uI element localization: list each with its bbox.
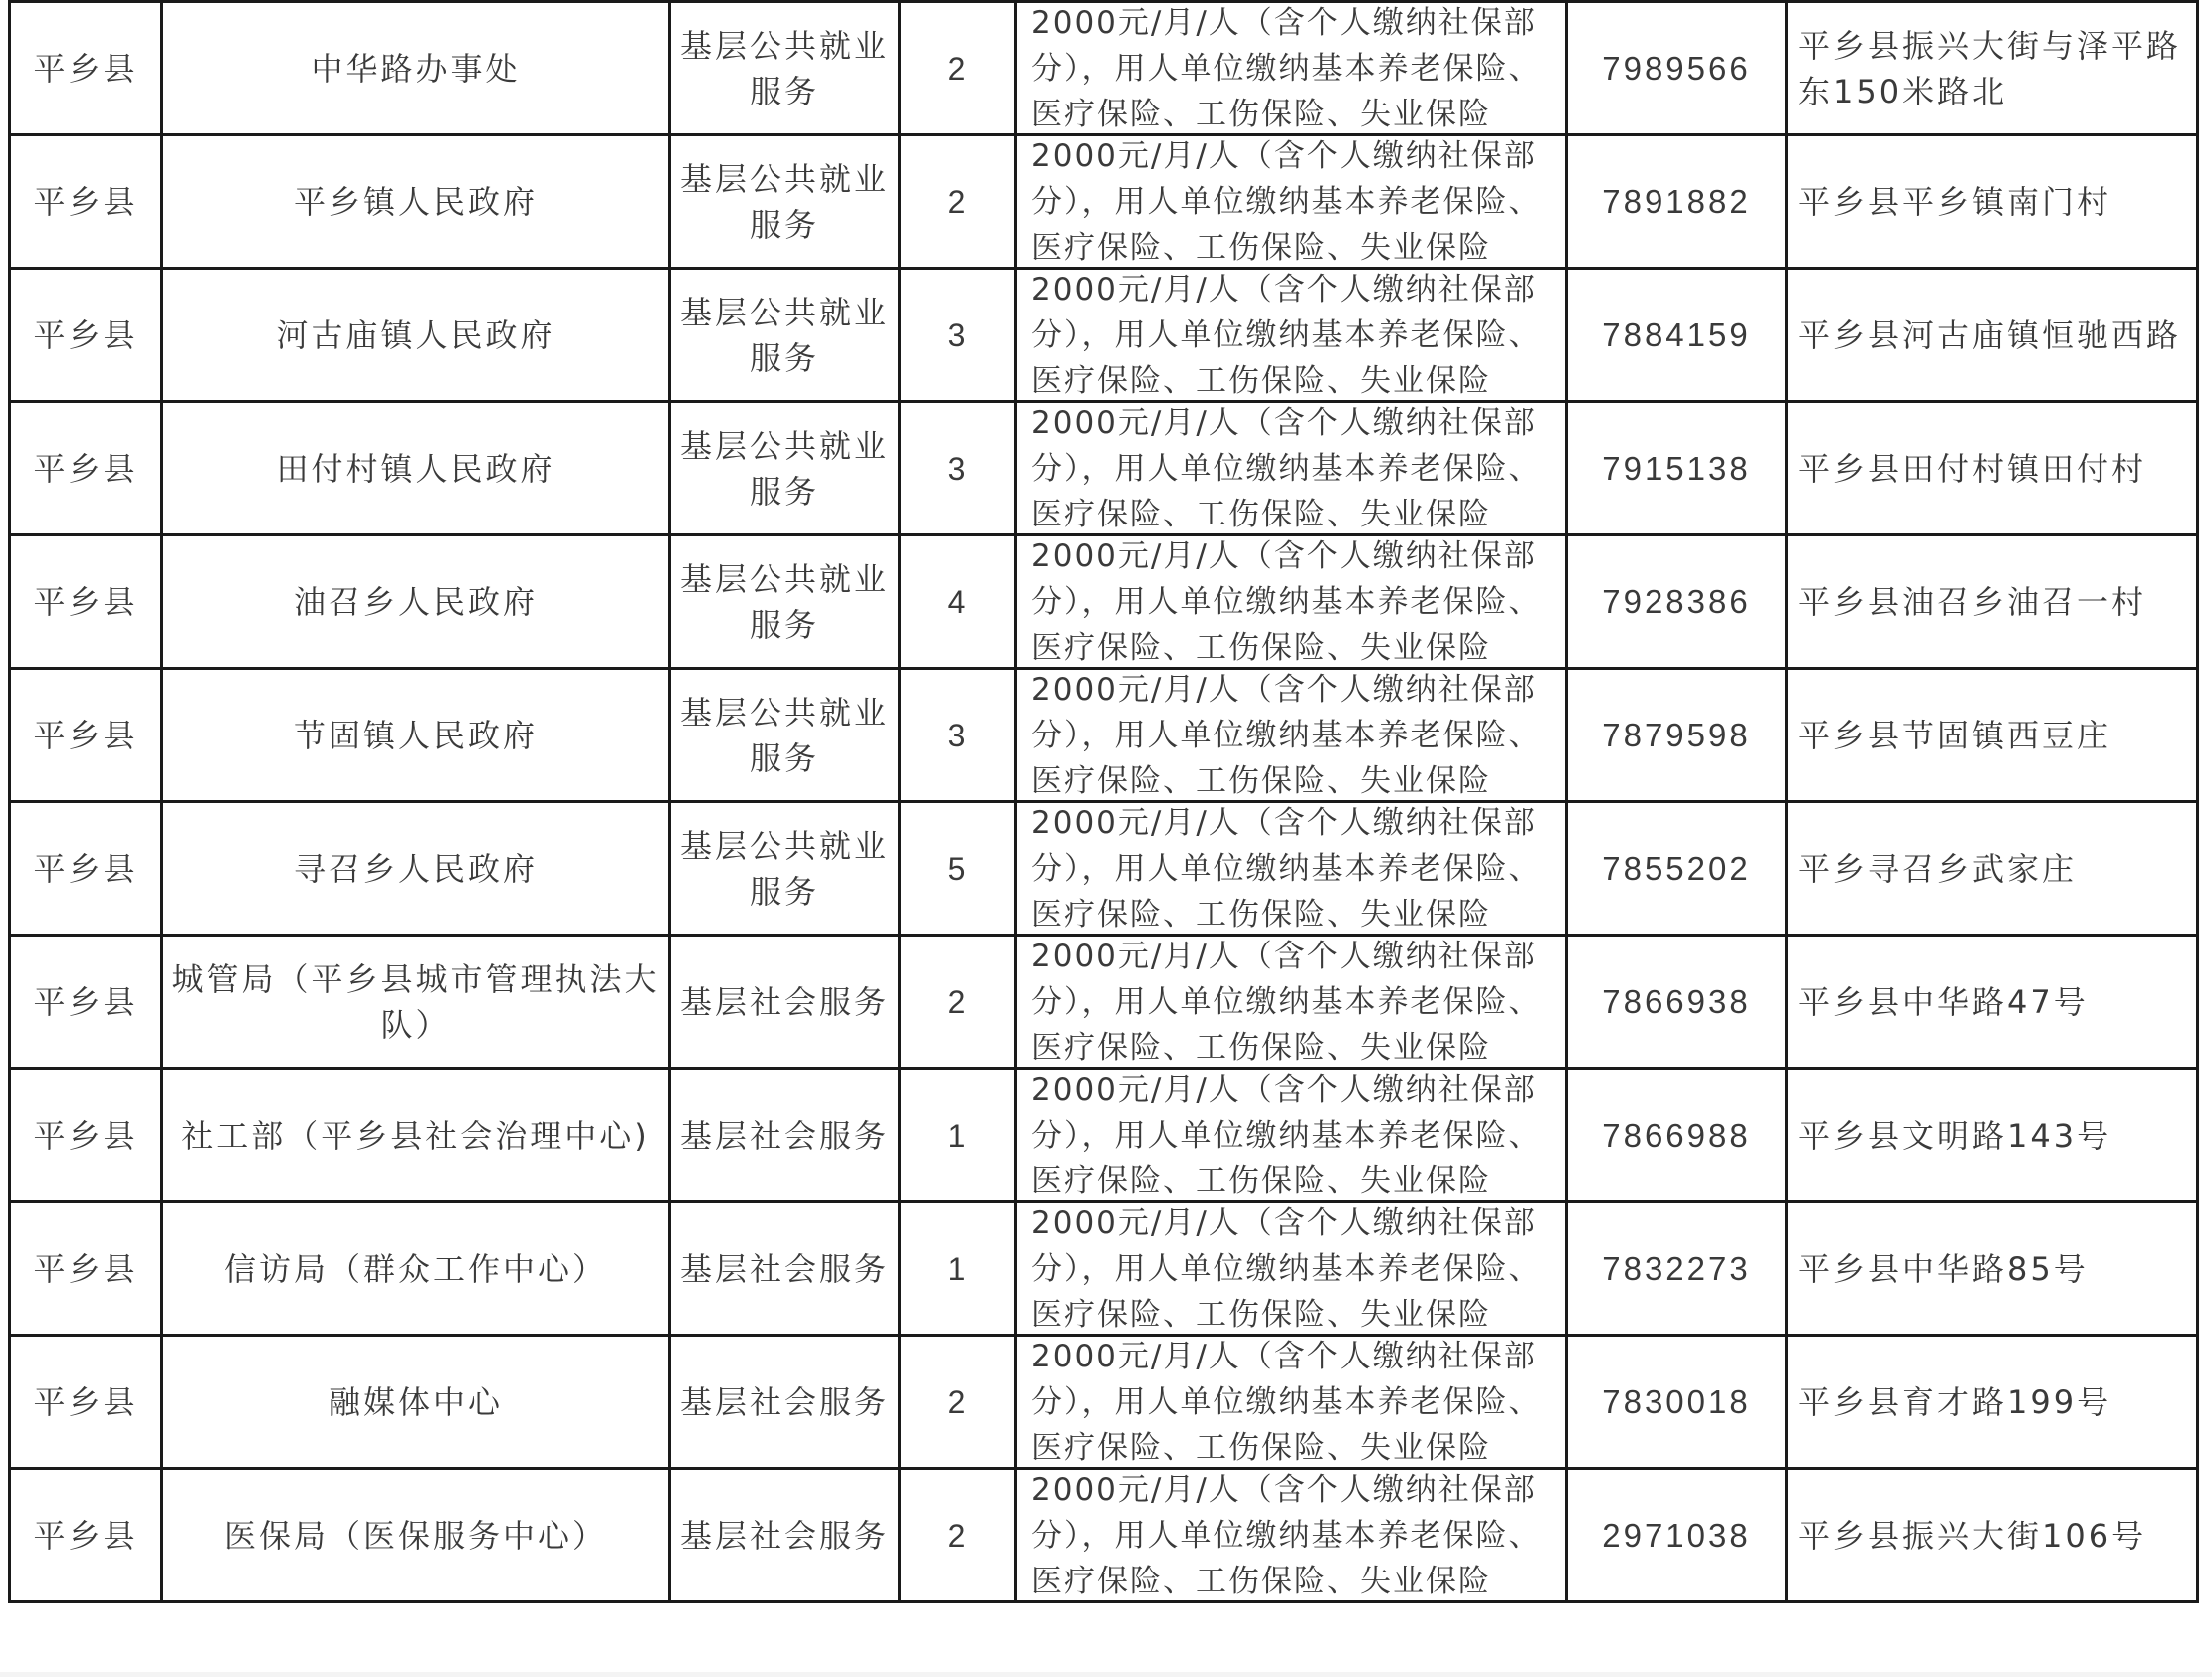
address-cell: 平乡县油召乡油召一村 <box>1787 535 2198 669</box>
subsidy-cell <box>1016 1069 1567 1202</box>
unit-cell: 医保局（医保服务中心） <box>162 1469 670 1602</box>
county-cell: 平乡县 <box>10 269 162 402</box>
headcount-cell: 3 <box>900 269 1016 402</box>
subsidy-text: 2000元/月/人（含个人缴纳社保部分），用人单位缴纳基本养老保险、医疗保险、工伤保险、失业保险 <box>1031 805 1542 931</box>
phone-cell: 7855202 <box>1567 802 1787 936</box>
subsidy-text: 2000元/月/人（含个人缴纳社保部分），用人单位缴纳基本养老保险、医疗保险、工伤保险、失业保险 <box>1031 538 1542 664</box>
county-cell: 平乡县 <box>10 802 162 936</box>
unit-cell: 节固镇人民政府 <box>162 669 670 802</box>
headcount-cell: 1 <box>900 1202 1016 1336</box>
subsidy-cell <box>1016 269 1567 402</box>
service-type-cell: 基层公共就业服务 <box>670 2 900 135</box>
phone-cell: 2971038 <box>1567 1469 1787 1602</box>
headcount-cell: 2 <box>900 135 1016 269</box>
unit-cell: 河古庙镇人民政府 <box>162 269 670 402</box>
subsidy-cell <box>1016 535 1567 669</box>
headcount-cell: 1 <box>900 1069 1016 1202</box>
headcount-cell: 5 <box>900 802 1016 936</box>
table-row <box>10 1336 2198 1469</box>
headcount-cell: 2 <box>900 2 1016 135</box>
position-table <box>8 0 2199 1603</box>
county-cell: 平乡县 <box>10 1202 162 1336</box>
subsidy-cell <box>1016 669 1567 802</box>
subsidy-text: 2000元/月/人（含个人缴纳社保部分），用人单位缴纳基本养老保险、医疗保险、工伤保险、失业保险 <box>1031 1205 1542 1331</box>
unit-cell: 中华路办事处 <box>162 2 670 135</box>
subsidy-cell <box>1016 802 1567 936</box>
address-cell: 平乡县振兴大街106号 <box>1787 1469 2198 1602</box>
table-row <box>10 1469 2198 1602</box>
headcount-cell: 2 <box>900 1336 1016 1469</box>
subsidy-cell <box>1016 402 1567 535</box>
county-cell: 平乡县 <box>10 135 162 269</box>
subsidy-cell <box>1016 2 1567 135</box>
table-row <box>10 2 2198 135</box>
phone-cell: 7879598 <box>1567 669 1787 802</box>
subsidy-cell <box>1016 1469 1567 1602</box>
service-type-cell: 基层社会服务 <box>670 936 900 1069</box>
subsidy-cell <box>1016 936 1567 1069</box>
service-type-cell: 基层公共就业服务 <box>670 269 900 402</box>
subsidy-text: 2000元/月/人（含个人缴纳社保部分），用人单位缴纳基本养老保险、医疗保险、工伤保险、失业保险 <box>1031 272 1542 397</box>
service-type-cell: 基层社会服务 <box>670 1469 900 1602</box>
phone-cell: 7884159 <box>1567 269 1787 402</box>
phone-cell: 7866988 <box>1567 1069 1787 1202</box>
address-cell: 平乡县中华路47号 <box>1787 936 2198 1069</box>
subsidy-text: 2000元/月/人（含个人缴纳社保部分），用人单位缴纳基本养老保险、医疗保险、工伤保险、失业保险 <box>1031 672 1542 797</box>
subsidy-cell <box>1016 1202 1567 1336</box>
subsidy-text: 2000元/月/人（含个人缴纳社保部分），用人单位缴纳基本养老保险、医疗保险、工伤保险、失业保险 <box>1031 405 1542 530</box>
address-cell: 平乡县节固镇西豆庄 <box>1787 669 2198 802</box>
county-cell: 平乡县 <box>10 1469 162 1602</box>
unit-cell: 寻召乡人民政府 <box>162 802 670 936</box>
service-type-cell: 基层社会服务 <box>670 1336 900 1469</box>
county-cell: 平乡县 <box>10 1336 162 1469</box>
table-row <box>10 1069 2198 1202</box>
county-cell: 平乡县 <box>10 402 162 535</box>
headcount-cell: 3 <box>900 402 1016 535</box>
headcount-cell: 2 <box>900 1469 1016 1602</box>
service-type-cell: 基层公共就业服务 <box>670 535 900 669</box>
service-type-cell: 基层公共就业服务 <box>670 402 900 535</box>
county-cell: 平乡县 <box>10 535 162 669</box>
unit-cell: 社工部（平乡县社会治理中心) <box>162 1069 670 1202</box>
service-type-cell: 基层社会服务 <box>670 1202 900 1336</box>
table-row <box>10 936 2198 1069</box>
service-type-cell: 基层公共就业服务 <box>670 135 900 269</box>
unit-cell: 融媒体中心 <box>162 1336 670 1469</box>
unit-cell: 城管局（平乡县城市管理执法大队） <box>162 936 670 1069</box>
table-row <box>10 802 2198 936</box>
address-cell: 平乡县中华路85号 <box>1787 1202 2198 1336</box>
phone-cell: 7830018 <box>1567 1336 1787 1469</box>
table-row <box>10 669 2198 802</box>
table-row <box>10 535 2198 669</box>
table-row <box>10 269 2198 402</box>
address-cell: 平乡县田付村镇田付村 <box>1787 402 2198 535</box>
address-cell: 平乡县文明路143号 <box>1787 1069 2198 1202</box>
county-cell: 平乡县 <box>10 936 162 1069</box>
service-type-cell: 基层公共就业服务 <box>670 669 900 802</box>
phone-cell: 7928386 <box>1567 535 1787 669</box>
headcount-cell: 3 <box>900 669 1016 802</box>
address-cell: 平乡县平乡镇南门村 <box>1787 135 2198 269</box>
subsidy-text: 2000元/月/人（含个人缴纳社保部分），用人单位缴纳基本养老保险、医疗保险、工伤保险、失业保险 <box>1031 1339 1542 1464</box>
subsidy-text: 2000元/月/人（含个人缴纳社保部分），用人单位缴纳基本养老保险、医疗保险、工伤保险、失业保险 <box>1031 939 1542 1064</box>
table-row <box>10 135 2198 269</box>
unit-cell: 田付村镇人民政府 <box>162 402 670 535</box>
unit-cell: 平乡镇人民政府 <box>162 135 670 269</box>
table-row <box>10 1202 2198 1336</box>
subsidy-text: 2000元/月/人（含个人缴纳社保部分），用人单位缴纳基本养老保险、医疗保险、工伤保险、失业保险 <box>1031 5 1542 130</box>
table-body <box>10 2 2198 1602</box>
subsidy-cell <box>1016 1336 1567 1469</box>
phone-cell: 7832273 <box>1567 1202 1787 1336</box>
subsidy-text: 2000元/月/人（含个人缴纳社保部分），用人单位缴纳基本养老保险、医疗保险、工伤保险、失业保险 <box>1031 138 1542 264</box>
phone-cell: 7891882 <box>1567 135 1787 269</box>
phone-cell: 7866938 <box>1567 936 1787 1069</box>
county-cell: 平乡县 <box>10 669 162 802</box>
table-row <box>10 402 2198 535</box>
address-cell: 平乡县振兴大街与泽平路东150米路北 <box>1787 2 2198 135</box>
subsidy-text: 2000元/月/人（含个人缴纳社保部分），用人单位缴纳基本养老保险、医疗保险、工伤保险、失业保险 <box>1031 1072 1542 1197</box>
headcount-cell: 2 <box>900 936 1016 1069</box>
address-cell: 平乡县育才路199号 <box>1787 1336 2198 1469</box>
subsidy-cell <box>1016 135 1567 269</box>
subsidy-text: 2000元/月/人（含个人缴纳社保部分），用人单位缴纳基本养老保险、医疗保险、工伤保险、失业保险 <box>1031 1472 1542 1597</box>
address-cell: 平乡县河古庙镇恒驰西路 <box>1787 269 2198 402</box>
headcount-cell: 4 <box>900 535 1016 669</box>
service-type-cell: 基层社会服务 <box>670 1069 900 1202</box>
service-type-cell: 基层公共就业服务 <box>670 802 900 936</box>
phone-cell: 7915138 <box>1567 402 1787 535</box>
address-cell: 平乡寻召乡武家庄 <box>1787 802 2198 936</box>
unit-cell: 信访局（群众工作中心） <box>162 1202 670 1336</box>
county-cell: 平乡县 <box>10 1069 162 1202</box>
unit-cell: 油召乡人民政府 <box>162 535 670 669</box>
county-cell: 平乡县 <box>10 2 162 135</box>
phone-cell: 7989566 <box>1567 2 1787 135</box>
page-bottom-edge <box>0 1672 2212 1677</box>
